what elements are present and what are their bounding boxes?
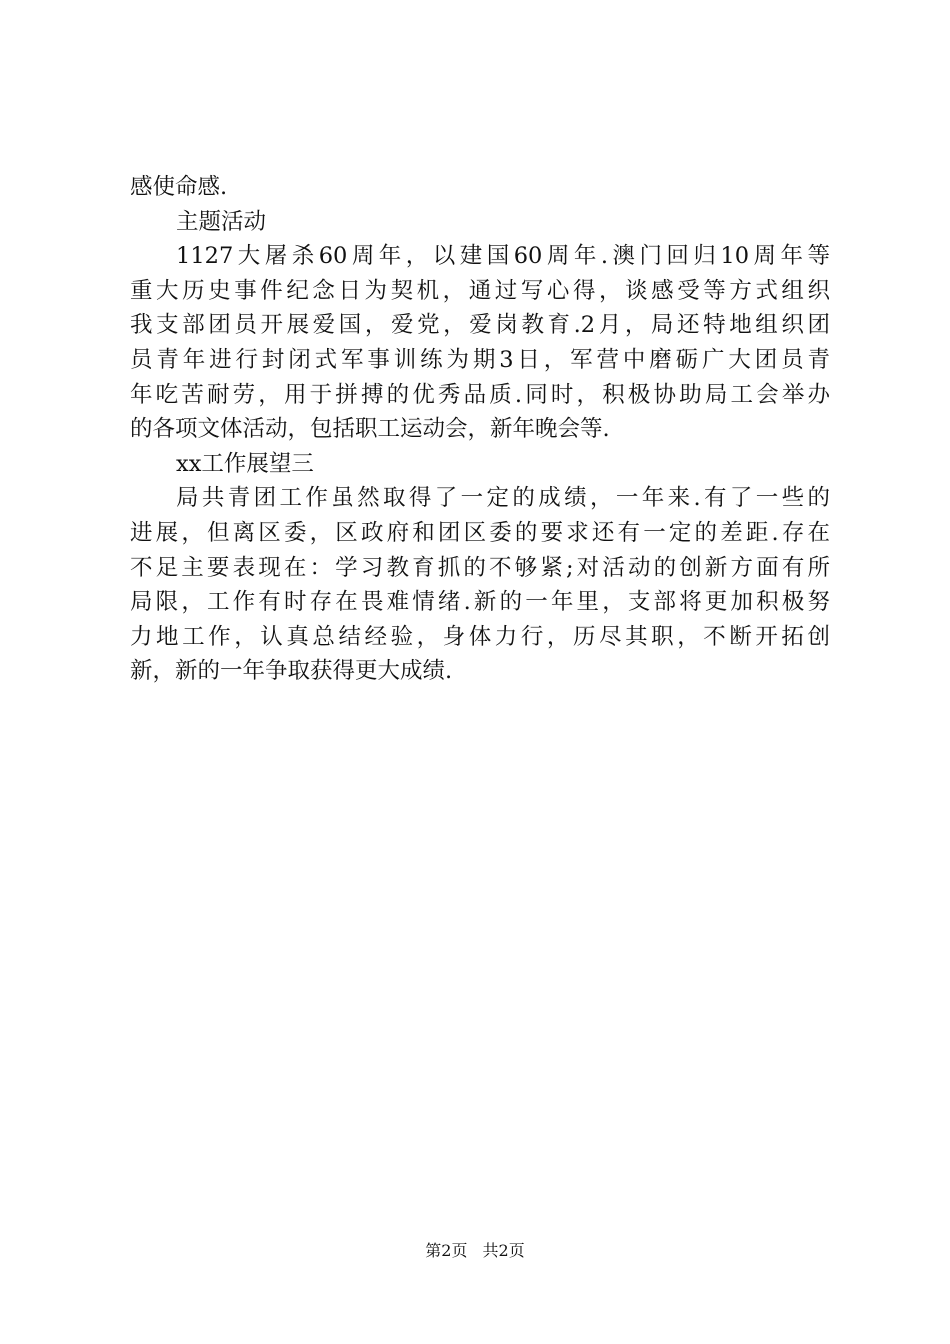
paragraph-line: 局共青团工作虽然取得了一定的成绩，一年来.有了一些的 bbox=[176, 485, 830, 512]
paragraph-line: 新，新的一年争取获得更大成绩. bbox=[130, 658, 453, 685]
paragraph-line: 进展，但离区委，区政府和团区委的要求还有一定的差距.存在 bbox=[130, 519, 830, 546]
paragraph-line: 1127大屠杀60周年，以建国60周年.澳门回归10周年等 bbox=[176, 243, 830, 270]
section-heading: 主题活动 bbox=[176, 208, 267, 235]
paragraph-line: 感使命感. bbox=[130, 174, 228, 200]
paragraph-line: 重大历史事件纪念日为契机，通过写心得，谈感受等方式组织 bbox=[130, 277, 830, 304]
page-total: 共2页 bbox=[482, 1241, 525, 1260]
paragraph-line: 员青年进行封闭式军事训练为期3日，军营中磨砺广大团员青 bbox=[130, 346, 830, 373]
document-body bbox=[130, 170, 830, 689]
paragraph-line: 的各项文体活动，包括职工运动会，新年晚会等. bbox=[130, 416, 610, 443]
section-heading: xx工作展望三 bbox=[176, 450, 314, 477]
paragraph-line: 我支部团员开展爱国，爱党，爱岗教育.2月，局还特地组织团 bbox=[130, 312, 830, 339]
paragraph-line: 局限，工作有时存在畏难情绪.新的一年里，支部将更加积极努 bbox=[130, 589, 830, 616]
paragraph-line: 不足主要表现在：学习教育抓的不够紧;对活动的创新方面有所 bbox=[130, 554, 830, 581]
paragraph-line: 力地工作，认真总结经验，身体力行，历尽其职，不断开拓创 bbox=[130, 623, 830, 650]
page-footer bbox=[0, 1240, 950, 1262]
page-number: 第2页 bbox=[425, 1241, 468, 1260]
paragraph-line: 年吃苦耐劳，用于拼搏的优秀品质.同时，积极协助局工会举办 bbox=[130, 381, 830, 408]
